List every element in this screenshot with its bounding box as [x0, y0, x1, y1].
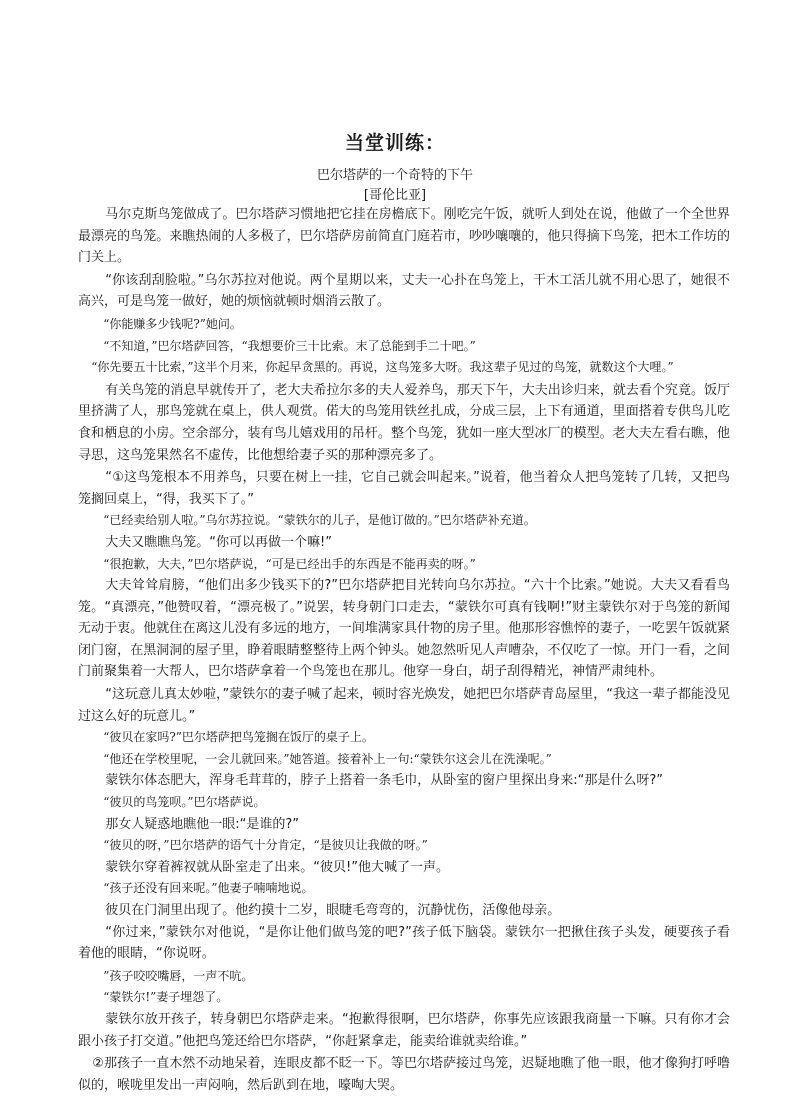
paragraph: “彼贝的鸟笼呗。”巴尔塔萨说。	[103, 795, 266, 810]
paragraph: “你该刮刮脸啦。”乌尔苏拉对他说。两个星期以来，丈夫一心扑在鸟笼上，干木工活儿就不用心思了，她很不高兴，可是鸟笼一做好，她的烦恼就顿时烟消云散了。	[78, 272, 730, 310]
author-line: [哥伦比亚]	[363, 188, 427, 203]
paragraph: “孩子还没有回来呢。”他妻子喃喃地说。	[103, 881, 314, 896]
story-title: 巴尔塔萨的一个奇特的下午	[316, 168, 473, 183]
paragraph: “蒙铁尔!”妻子埋怨了。	[103, 990, 229, 1005]
paragraph: “不知道，”巴尔塔萨回答，“我想要价三十比索。末了总能到手二十吧。”	[103, 338, 476, 353]
paragraph: “①这鸟笼根本不用养鸟，只要在树上一挂，它自己就会叫起来。”说着，他当着众人把鸟笼转了几转，又把鸟笼搁回桌上，“得，我买下了。”	[78, 470, 730, 507]
paragraph: 马尔克斯鸟笼做成了。巴尔塔萨习惯地把它挂在房檐底下。刚吃完午饭，就听人到处在说，他做了一个全世界最漂亮的鸟笼。来瞧热闹的人多极了，巴尔塔萨房前简直门庭若市，吵吵嚷嚷的，他只得摘下鸟笼，把木工作坊的门关上。	[78, 207, 730, 266]
paragraph: “你过来，”蒙铁尔对他说，“是你让他们做鸟笼的吧?”孩子低下脑袋。蒙铁尔一把揪住孩子头发，硬要孩子看着他的眼睛，“你说呀。	[78, 924, 730, 962]
paragraph: “已经卖给别人啦。”乌尔苏拉说。“蒙铁尔的儿子，是他订做的。”巴尔塔萨补充道。	[103, 513, 536, 528]
paragraph: “彼贝的呀，”巴尔塔萨的语气十分肯定，“是彼贝让我做的呀。”	[103, 838, 428, 853]
paragraph: 那女人疑惑地瞧他一眼:“是谁的?”	[105, 816, 300, 832]
paragraph: 蒙铁尔穿着裤衩就从卧室走了出来。“彼贝!”他大喊了一声。	[105, 859, 449, 875]
paragraph: 彼贝在门洞里出现了。他约摸十二岁，眼睫毛弯弯的，沉静忧伤，活像他母亲。	[105, 903, 561, 918]
story-body	[78, 204, 730, 1096]
paragraph: “你先要五十比索，”这半个月来，你起早贪黑的。再说，这鸟笼多大呀。我这辈子见过的鸟笼，就数这个大哩。”	[91, 360, 674, 375]
paragraph: ②那孩子一直木然不动地呆着，连眼皮都不眨一下。等巴尔塔萨接过鸟笼，迟疑地瞧了他一眼，他才像狗打呼噜似的，喉咙里发出一声闷响，然后趴到在地，嚎啕大哭。	[78, 1056, 730, 1093]
paragraph: “这玩意儿真太妙啦，”蒙铁尔的妻子喊了起来，顿时容光焕发，她把巴尔塔萨青岛屋里，“我这一辈子都能没见过这么好的玩意儿。”	[78, 687, 731, 724]
paragraph: “彼贝在家吗?”巴尔塔萨把鸟笼搁在饭厅的桌子上。	[103, 730, 374, 745]
paragraph: 有关鸟笼的消息早就传开了，老大夫希拉尔多的夫人爱养鸟，那天下午，大夫出诊归来，就去看个究竟。饭厅里挤满了人，那鸟笼就在桌上，供人观赏。偌大的鸟笼用铁丝扎成，分成三层，上下有通道，里面搭着专供鸟儿吃食和栖息的小房。空余部分，装有鸟儿嬉戏用的吊杆。整个鸟笼，犹如一座大型冰厂的模型。老大夫左看右瞧，他寻思，这鸟笼果然名不虚传，比他想给妻子买的那种漂亮多了。	[78, 382, 730, 463]
paragraph: 大夫耸耸肩膀，“他们出多少钱买下的?”巴尔塔萨把目光转向乌尔苏拉。“六十个比索。”她说。大夫又看看鸟笼。“真漂亮，”他赞叹着，“漂亮极了。”说罢，转身朝门口走去，“蒙铁尔可真有钱啊!”财主蒙铁尔对于鸟笼的新闻无动于衷。他就住在离这儿没有多远的地方，一间堆满家具什物的房子里。他那形容憔悴的妻子，一吃罢午饭就紧闭门窗，在黑洞洞的屋子里，睁着眼睛整整待上两个钟头。她忽然听见人声嘈杂，不仅吃了一惊。开门一看，之间门前聚集着一大帮人，巴尔塔萨拿着一个鸟笼也在那儿。他穿一身白，胡子刮得精光，神情严肃纯朴。	[78, 578, 730, 680]
page-heading: 当堂训练：	[344, 132, 445, 154]
paragraph: 蒙铁尔放开孩子，转身朝巴尔塔萨走来。“抱歉得很啊，巴尔塔萨，你事先应该跟我商量一下嘛。只有你才会跟小孩子打交道。”他把鸟笼还给巴尔塔萨，“你赶紧拿走，能卖给谁就卖给谁。”	[78, 1011, 730, 1049]
paragraph: 蒙铁尔体态肥大，浑身毛茸茸的，脖子上搭着一条毛巾，从卧室的窗户里探出身来:“那是什么呀?”	[105, 773, 664, 789]
paragraph: “你能赚多少钱呢?”她问。	[103, 316, 242, 331]
paragraph: “很抱歉，大夫，”巴尔塔萨说，“可是已经出手的东西是不能再卖的呀。”	[103, 556, 476, 571]
paragraph: ”孩子咬咬嘴唇，一声不吭。	[103, 968, 254, 983]
paragraph: 大夫又瞧瞧鸟笼。“你可以再做一个嘛!”	[105, 534, 332, 550]
paragraph: “他还在学校里呢，一会儿就回来。”她答道。接着补上一句:“蒙铁尔这会儿在洗澡呢。”	[103, 751, 552, 766]
